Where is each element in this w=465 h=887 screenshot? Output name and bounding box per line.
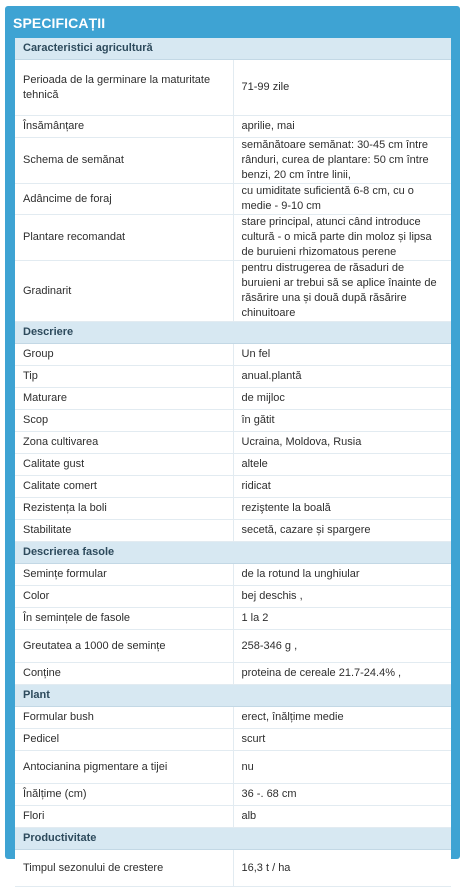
spec-value: anual.plantă	[233, 366, 451, 388]
spec-value: Ucraina, Moldova, Rusia	[233, 432, 451, 454]
spec-value: alb	[233, 806, 451, 828]
spec-row	[15, 784, 451, 806]
spec-label: Formular bush	[15, 707, 233, 729]
section-heading: Productivitate	[15, 828, 451, 850]
spec-row	[15, 707, 451, 729]
spec-value: aprilie, mai	[233, 116, 451, 138]
spec-value: de mijloc	[233, 388, 451, 410]
spec-label: Însămânțare	[15, 116, 233, 138]
section-heading-row	[15, 685, 451, 707]
spec-label: Pedicel	[15, 729, 233, 751]
spec-row	[15, 410, 451, 432]
spec-row	[15, 366, 451, 388]
spec-label: Adâncime de foraj	[15, 184, 233, 215]
spec-value: scurt	[233, 729, 451, 751]
spec-label: Stabilitate	[15, 520, 233, 542]
spec-value: reziştente la boală	[233, 498, 451, 520]
section-heading-row	[15, 322, 451, 344]
spec-label: În semințele de fasole	[15, 608, 233, 630]
spec-row	[15, 498, 451, 520]
spec-row	[15, 476, 451, 498]
spec-label: Flori	[15, 806, 233, 828]
spec-row	[15, 751, 451, 784]
spec-label: Zona cultivarea	[15, 432, 233, 454]
spec-label: Schema de semănat	[15, 138, 233, 184]
specifications-container	[15, 38, 451, 874]
spec-value: 36 -. 68 cm	[233, 784, 451, 806]
spec-label: Plantare recomandat	[15, 215, 233, 261]
spec-label: Timpul sezonului de crestere	[15, 850, 233, 887]
spec-value: secetă, cazare și spargere	[233, 520, 451, 542]
section-heading-row	[15, 542, 451, 564]
spec-label: Antocianina pigmentare a tijei	[15, 751, 233, 784]
spec-value: cu umiditate suficientă 6-8 cm, cu o medie - 9-10 cm	[233, 184, 451, 215]
panel-title: SPECIFICAȚII	[13, 15, 106, 31]
spec-label: Conține	[15, 663, 233, 685]
section-heading: Caracteristici agricultură	[15, 38, 451, 60]
spec-row	[15, 138, 451, 184]
spec-value: semănătoare semănat: 30-45 cm între rânduri, curea de plantare: 50 cm între benzi, 20 cm între linii,	[233, 138, 451, 184]
spec-row	[15, 806, 451, 828]
spec-value: nu	[233, 751, 451, 784]
spec-label: Perioada de la germinare la maturitate tehnică	[15, 60, 233, 116]
spec-row	[15, 432, 451, 454]
spec-row	[15, 454, 451, 476]
spec-value: altele	[233, 454, 451, 476]
spec-row	[15, 520, 451, 542]
spec-value: ridicat	[233, 476, 451, 498]
spec-value: erect, înălțime medie	[233, 707, 451, 729]
spec-row	[15, 388, 451, 410]
spec-value: proteina de cereale 21.7-24.4% ,	[233, 663, 451, 685]
spec-label: Calitate gust	[15, 454, 233, 476]
spec-value: în gătit	[233, 410, 451, 432]
specifications-table	[15, 38, 451, 887]
spec-label: Rezistența la boli	[15, 498, 233, 520]
spec-value: 71-99 zile	[233, 60, 451, 116]
section-heading: Plant	[15, 685, 451, 707]
spec-row	[15, 608, 451, 630]
spec-row	[15, 344, 451, 366]
spec-row	[15, 630, 451, 663]
section-heading: Descrierea fasole	[15, 542, 451, 564]
section-heading-row	[15, 828, 451, 850]
spec-value: 1 la 2	[233, 608, 451, 630]
spec-label: Greutatea a 1000 de semințe	[15, 630, 233, 663]
spec-label: Maturare	[15, 388, 233, 410]
spec-label: Calitate comert	[15, 476, 233, 498]
spec-row	[15, 850, 451, 887]
spec-label: Semințe formular	[15, 564, 233, 586]
spec-label: Group	[15, 344, 233, 366]
spec-value: de la rotund la unghiular	[233, 564, 451, 586]
spec-value: 16,3 t / ha	[233, 850, 451, 887]
spec-label: Gradinarit	[15, 261, 233, 322]
spec-label: Tip	[15, 366, 233, 388]
spec-row	[15, 663, 451, 685]
spec-row	[15, 215, 451, 261]
spec-value: pentru distrugerea de răsaduri de buruieni ar trebui să se aplice înainte de răsărire una și două după răsărire chinuitoare	[233, 261, 451, 322]
spec-value: bej deschis ,	[233, 586, 451, 608]
spec-row	[15, 564, 451, 586]
spec-row	[15, 729, 451, 751]
spec-row	[15, 184, 451, 215]
spec-label: Color	[15, 586, 233, 608]
spec-value: 258-346 g ,	[233, 630, 451, 663]
spec-row	[15, 586, 451, 608]
spec-value: Un fel	[233, 344, 451, 366]
spec-label: Scop	[15, 410, 233, 432]
spec-label: Înălțime (cm)	[15, 784, 233, 806]
section-heading-row	[15, 38, 451, 60]
spec-row	[15, 116, 451, 138]
spec-value: stare principal, atunci când introduce cultură - o mică parte din moloz și lipsa de buruieni rhizomatous perene	[233, 215, 451, 261]
section-heading: Descriere	[15, 322, 451, 344]
spec-row	[15, 261, 451, 322]
spec-row	[15, 60, 451, 116]
specifications-panel	[5, 6, 460, 874]
